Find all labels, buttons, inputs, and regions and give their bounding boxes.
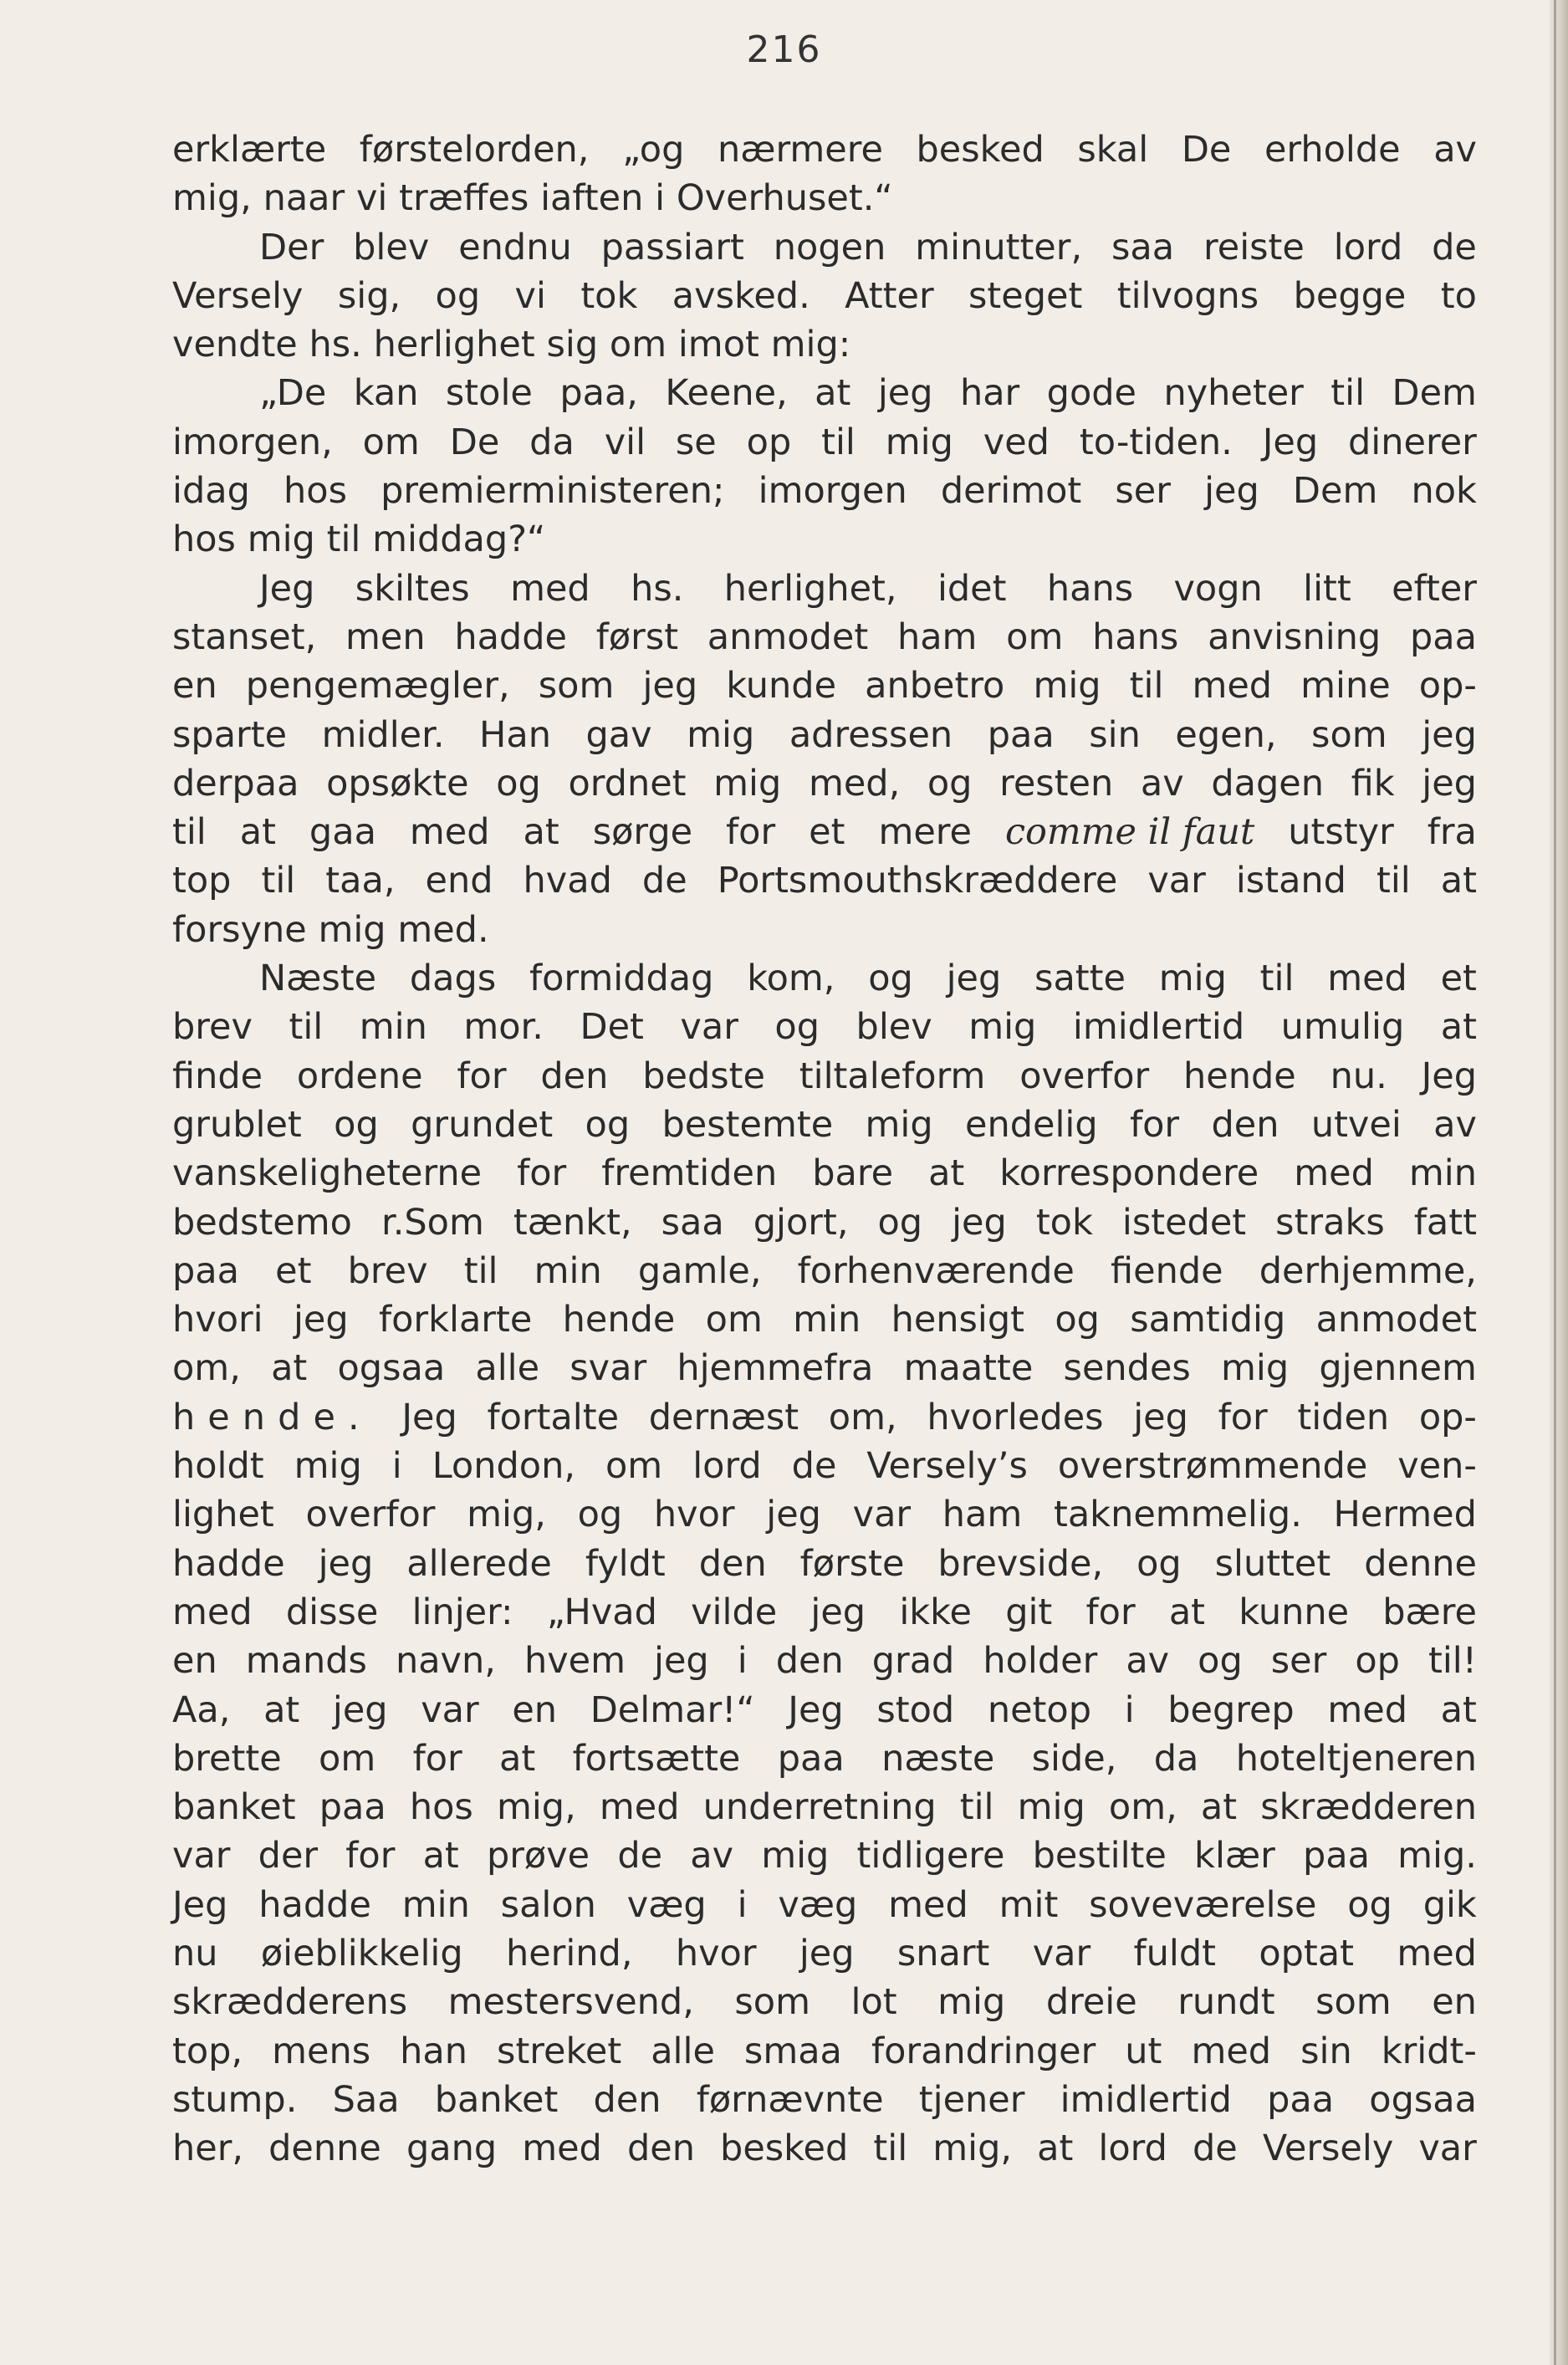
page-number: 216 — [746, 28, 822, 71]
text-line: forsyne mig med. — [172, 908, 489, 951]
text-line: idag hos premierministeren; imorgen derimot ser jeg Dem nok — [172, 470, 1477, 513]
text-line: en mands navn, hvem jeg i den grad holder av og ser op til! — [172, 1640, 1477, 1683]
body-text — [172, 125, 1477, 2173]
text-line: holdt mig i London, om lord de Versely’s overstrømmende ven- — [172, 1445, 1477, 1488]
text-line: Der blev endnu passiart nogen minutter, saa reiste lord de — [259, 226, 1477, 268]
text-line: en pengemægler, som jeg kunde anbetro mig til med mine op- — [172, 665, 1477, 707]
text-line: lighet overfor mig, og hvor jeg var ham taknemmelig. Hermed — [172, 1494, 1477, 1536]
text-line: bedstemo r.Som tænkt, saa gjort, og jeg tok istedet straks fatt — [172, 1201, 1477, 1244]
text-line: nu øieblikkelig herind, hvor jeg snart var fuldt optat med — [172, 1932, 1477, 1974]
text-line: Næste dags formiddag kom, og jeg satte mig til med et — [259, 958, 1477, 1000]
text-line: hende. Jeg fortalte dernæst om, hvorledes jeg for tiden op- — [172, 1393, 1477, 1442]
text-line: vendte hs. herlighet sig om imot mig: — [172, 324, 851, 366]
text-line: skrædderens mestersvend, som lot mig dreie rundt som en — [172, 1981, 1477, 2024]
page-edge-line — [1554, 0, 1556, 2365]
text-line: stump. Saa banket den førnævnte tjener imidlertid paa ogsaa — [172, 2078, 1477, 2121]
text-line: Versely sig, og vi tok avsked. Atter steget tilvogns begge to — [172, 274, 1477, 317]
text-line: „De kan stole paa, Keene, at jeg har gode nyheter til Dem — [259, 372, 1477, 415]
text-line: hos mig til middag?“ — [172, 518, 546, 561]
text-line: finde ordene for den bedste tiltaleform overfor hende nu. Jeg — [172, 1055, 1477, 1097]
italic-phrase: comme il faut — [1004, 811, 1255, 854]
text-line: hvori jeg forklarte hende om min hensigt og samtidig anmodet — [172, 1299, 1477, 1341]
text-line: stanset, men hadde først anmodet ham om hans anvisning paa — [172, 616, 1477, 658]
text-line: var der for at prøve de av mig tidligere bestilte klær paa mig. — [172, 1835, 1477, 1877]
text-line: paa et brev til min gamle, forhenværende fiende derhjemme, — [172, 1249, 1477, 1292]
text-line: brette om for at fortsætte paa næste side, da hoteltjeneren — [172, 1737, 1477, 1780]
text-line: brev til min mor. Det var og blev mig imidlertid umulig at — [172, 1006, 1477, 1049]
text-line: med disse linjer: „Hvad vilde jeg ikke git for at kunne bære — [172, 1591, 1477, 1633]
text-line: hadde jeg allerede fyldt den første brevside, og sluttet denne — [172, 1542, 1477, 1585]
text-line: sparte midler. Han gav mig adressen paa sin egen, som jeg — [172, 713, 1477, 756]
text-line: mig, naar vi træffes iaften i Overhuset.“ — [172, 177, 893, 220]
text-line: top, mens han streket alle smaa forandringer ut med sin kridt- — [172, 2030, 1477, 2072]
text-line: Jeg skiltes med hs. herlighet, idet hans vogn litt efter — [259, 567, 1477, 610]
text-line: Jeg hadde min salon væg i væg med mit soveværelse og gik — [172, 1883, 1477, 1926]
text-line: banket paa hos mig, med underretning til mig om, at skrædderen — [172, 1786, 1477, 1829]
text-line: her, denne gang med den besked til mig, at lord de Versely var — [172, 2127, 1477, 2170]
text-line: erklærte førstelorden, „og nærmere besked skal De erholde av — [172, 129, 1477, 171]
text-line: vanskeligheterne for fremtiden bare at korrespondere med min — [172, 1152, 1477, 1195]
spaced-emphasis: hende. — [172, 1396, 372, 1438]
text-line: til at gaa med at sørge for et mere comme il faut utstyr fra — [172, 808, 1477, 856]
text-line: top til taa, end hvad de Portsmouthskræddere var istand til at — [172, 860, 1477, 902]
text-line: Aa, at jeg var en Delmar!“ Jeg stod netop i begrep med at — [172, 1688, 1477, 1731]
text-line: grublet og grundet og bestemte mig endelig for den utvei av — [172, 1103, 1477, 1146]
text-line: om, at ogsaa alle svar hjemmefra maatte sendes mig gjennem — [172, 1347, 1477, 1390]
page-edge — [1550, 0, 1568, 2365]
text-line: imorgen, om De da vil se op til mig ved to-tiden. Jeg dinerer — [172, 421, 1477, 463]
text-line: derpaa opsøkte og ordnet mig med, og resten av dagen fik jeg — [172, 762, 1477, 805]
